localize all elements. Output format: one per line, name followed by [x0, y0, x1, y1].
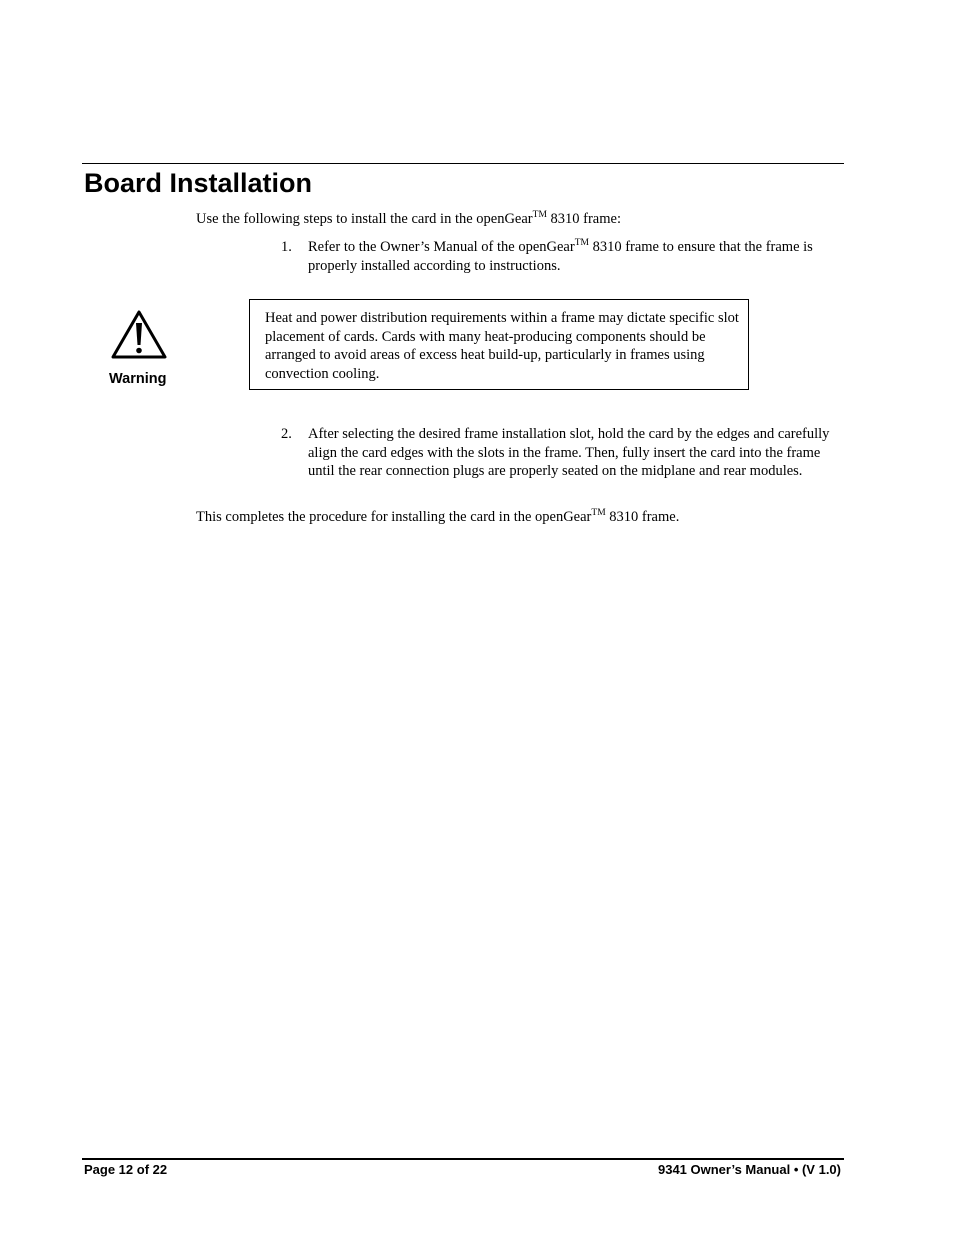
closing-text: This completes the procedure for installing the card in the openGear: [196, 509, 592, 525]
trademark-superscript: TM: [591, 508, 606, 518]
step-number: 2.: [281, 426, 292, 442]
intro-text-end: 8310 frame:: [546, 211, 621, 227]
trademark-superscript: TM: [532, 210, 547, 220]
intro-text: Use the following steps to install the card in the openGear: [196, 211, 533, 227]
warning-triangle-icon: [110, 309, 168, 361]
step-text: [308, 238, 844, 275]
warning-note-text: Heat and power distribution requirements within a frame may dictate specific slot placement of cards. Cards with many heat-producing components should be arranged to avoid areas of excess heat build-up, particularly in frames using convection cooling.: [265, 310, 739, 382]
step-number: 1.: [281, 239, 292, 255]
closing-text-end: 8310 frame.: [605, 509, 680, 525]
section-title: Board Installation: [84, 168, 313, 198]
warning-label: Warning: [109, 371, 167, 387]
warning-note-box: [249, 299, 749, 390]
closing-paragraph: [196, 508, 679, 527]
footer-page-number: Page 12 of 22: [84, 1162, 168, 1177]
footer-rule: [82, 1158, 844, 1160]
top-rule: [82, 163, 844, 164]
step-text-end: 8310 frame to ensure that the frame is properly installed according to instructions.: [308, 239, 813, 274]
footer-manual-title: 9341 Owner’s Manual • (V 1.0): [657, 1162, 841, 1177]
trademark-superscript: TM: [574, 238, 589, 248]
step-text: After selecting the desired frame installation slot, hold the card by the edges and carefully align the card edges with the slots in the frame. Then, fully insert the card into the frame until the rear connection plugs are properly seated on the midplane and rear modules.: [308, 426, 830, 479]
intro-paragraph: [196, 210, 621, 229]
step-text-start: Refer to the Owner’s Manual of the openGear: [308, 239, 575, 255]
